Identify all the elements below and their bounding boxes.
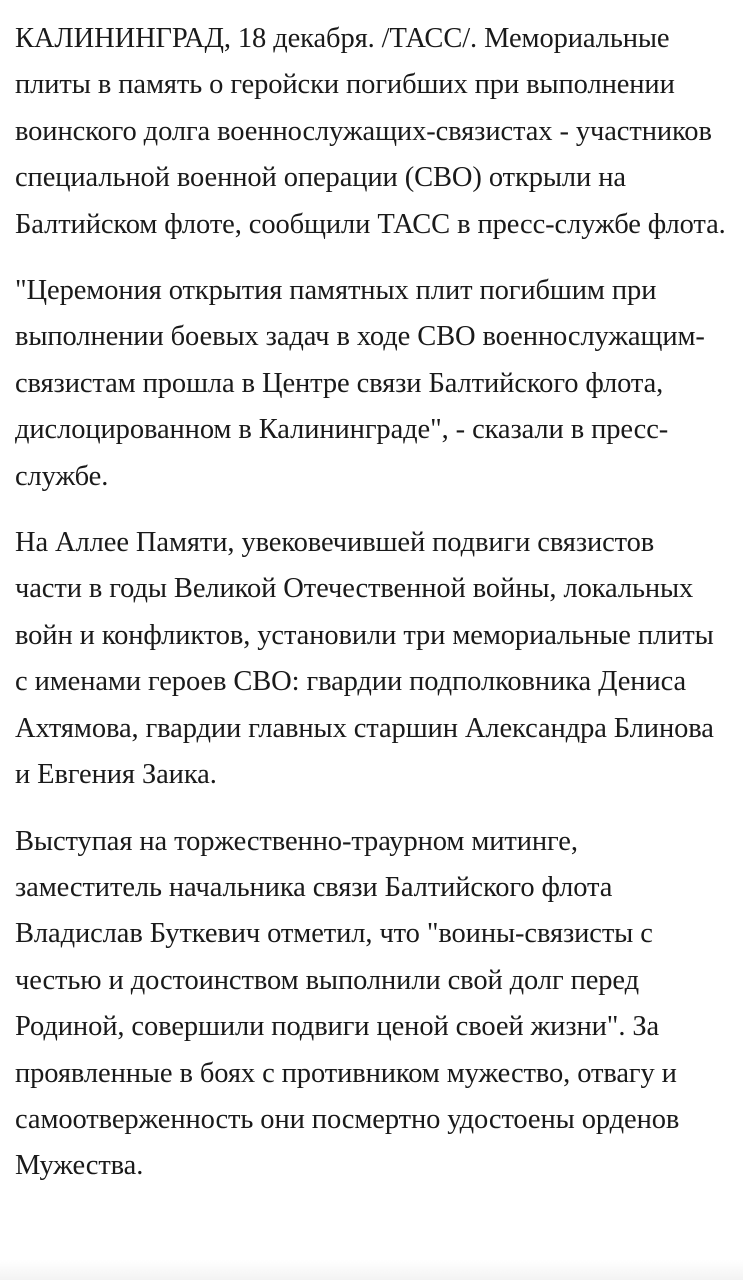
article-paragraph-3: На Аллее Памяти, увековечившей подвиги связистов части в годы Великой Отечественной войны, локальных войн и конфликтов, установили три мемориальные плиты с именами героев СВО: гвардии подполковника Дениса Ахтямова, гвардии главных старшин Александра Блинова и Евгения Заика.	[15, 527, 714, 791]
article-body	[15, 16, 727, 1210]
article-paragraph-1: КАЛИНИНГРАД, 18 декабря. /ТАСС/. Мемориальные плиты в память о геройски погибших при выполнении воинского долга военнослужащих-связистах - участников специальной военной операции (СВО) открыли на Балтийском флоте, сообщили ТАСС в пресс-службе флота.	[15, 23, 726, 240]
article-paragraph-4: Выступая на торжественно-траурном митинге, заместитель начальника связи Балтийского флота Владислав Буткевич отметил, что "воины-связисты с честью и достоинством выполнили свой долг перед Родиной, совершили подвиги ценой своей жизни". За проявленные в боях с противником мужество, отвагу и самоотверженность они посмертно удостоены орденов Мужества.	[15, 825, 680, 1182]
article-paragraph-2: "Церемония открытия памятных плит погибшим при выполнении боевых задач в ходе СВО военнослужащим-связистам прошла в Центре связи Балтийского флота, дислоцированном в Калининграде", - сказали в пресс-службе.	[15, 275, 705, 492]
bottom-fade	[0, 1260, 743, 1280]
